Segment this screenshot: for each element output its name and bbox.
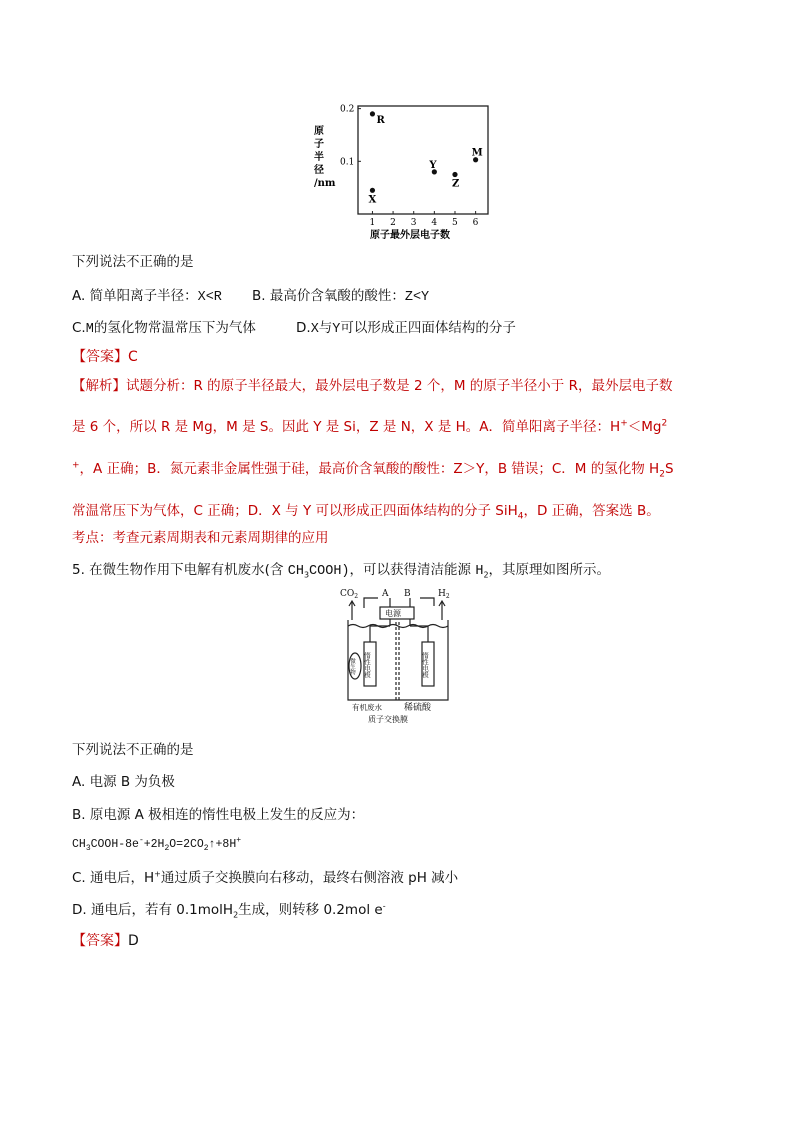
left-electrode-label: 惰性电极 — [363, 652, 371, 678]
analysis-line-3 — [72, 457, 674, 480]
q5-stem-a: 5. 在微生物作用下电解有机废水(含 — [72, 562, 288, 578]
sup-2: 2 — [661, 418, 668, 429]
analysis-line-4 — [72, 499, 660, 522]
kaodian: 考点：考查元素周期表和元素周期律的应用 — [72, 530, 329, 546]
y-axis-label-char: /nm — [314, 178, 336, 189]
analysis-text-4b: ，D 正确，答案选 B。 — [523, 503, 660, 519]
q4-option-a-text: A. 简单阳离子半径： — [72, 288, 198, 304]
q5-h: H — [475, 564, 484, 579]
point-label-m: M — [471, 147, 483, 159]
point-x — [370, 188, 375, 193]
x-axis-label: 原子最外层电子数 — [370, 230, 450, 241]
q5-option-d[interactable] — [72, 898, 386, 920]
q4-option-c-lead: C. — [72, 320, 86, 336]
analysis-text-1: 试题分析：R 的原子半径最大，最外层电子数是 2 个，M 的原子半径小于 R，最外层电子数 — [126, 378, 673, 394]
point-label-x: X — [368, 194, 377, 206]
y-axis-label-char: 原 — [314, 126, 324, 137]
x-tick-label: 6 — [472, 218, 479, 228]
sub-2: 2 — [659, 469, 665, 480]
q5-option-d-sup: - — [382, 901, 386, 911]
answer-label-2: 【答案】 — [72, 933, 128, 949]
q5-stem-2: 下列说法不正确的是 — [72, 742, 194, 758]
co2-label: $CO_2$ — [340, 589, 359, 600]
membrane-label: 质子交换膜 — [368, 715, 408, 724]
atomic-radius-chart — [300, 96, 510, 246]
q4-stem: 下列说法不正确的是 — [72, 254, 194, 270]
analysis-text-2a: 是 6 个，所以 R 是 Mg，M 是 S。因此 Y 是 Si，Z 是 N，X 是 H。A．简单阳离子半径：H — [72, 419, 621, 435]
x-tick-label: 2 — [390, 218, 396, 228]
eq-part-e: ↑+8H — [208, 837, 237, 851]
eq-sup-minus: - — [138, 836, 144, 845]
x-tick-label: 1 — [369, 218, 376, 228]
eq-sub-2: 2 — [164, 844, 170, 854]
x-tick-label: 5 — [451, 218, 458, 228]
right-solution-label: 稀硫酸 — [404, 703, 432, 713]
electrolysis-diagram — [338, 586, 456, 726]
point-label-z: Z — [451, 178, 460, 190]
analysis-text-4a: 常温常压下为气体，C 正确；D．X 与 Y 可以形成正四面体结构的分子 SiH — [72, 503, 518, 519]
y-axis-label-char: 半 — [314, 152, 324, 163]
q5-ch: CH — [287, 564, 304, 579]
answer-value-2: D — [128, 933, 139, 949]
q4-option-d[interactable] — [296, 316, 516, 337]
q4-option-d-y: Y — [332, 322, 341, 337]
eq-part-c: +2H — [143, 837, 165, 851]
q4-option-b[interactable] — [252, 284, 429, 305]
q5-option-a[interactable]: A. 电源 B 为负极 — [72, 774, 175, 790]
q4-option-d-x: X — [310, 322, 319, 337]
q4-option-d-lead: D. — [296, 320, 311, 336]
terminal-b-label: B — [404, 589, 411, 599]
eq-sub-2b: 2 — [203, 844, 209, 854]
sup-plus: + — [620, 418, 628, 429]
point-r — [370, 111, 375, 116]
q5-option-d-b: 生成，则转移 0.2mol e — [238, 902, 383, 918]
q4-option-c-symbol: M — [85, 322, 94, 337]
q4-answer — [72, 346, 138, 366]
q5-option-c-a: C. 通电后，H — [72, 870, 155, 886]
point-z — [452, 172, 457, 177]
q4-option-d-text: 可以形成正四面体结构的分子 — [340, 320, 516, 336]
microbe-label: 微生物 — [349, 658, 355, 675]
q4-option-a-math: X<R — [197, 290, 222, 305]
q5-stem-c: ，其原理如图所示。 — [488, 562, 611, 578]
analysis-text-2b: ＜Mg — [627, 419, 662, 435]
right-electrode-label: 惰性电极 — [421, 652, 429, 678]
h2-label: $H_2$ — [438, 589, 450, 600]
analysis-text-3-end: S — [664, 461, 674, 477]
q5-answer — [72, 930, 139, 950]
q4-option-b-math: Z<Y — [404, 290, 430, 305]
y-tick-label: 0.1 — [340, 157, 355, 168]
y-tick-label: 0.2 — [340, 104, 355, 115]
y-axis-label-char: 子 — [314, 139, 324, 150]
q5-sub3: 3 — [303, 570, 310, 580]
analysis-label: 【解析】 — [72, 378, 126, 394]
answer-value: C — [128, 349, 138, 365]
q5-option-b[interactable]: B. 原电源 A 极相连的惰性电极上发生的反应为： — [72, 807, 365, 823]
point-label-y: Y — [429, 159, 437, 171]
q4-option-a[interactable] — [72, 284, 222, 305]
q5-option-c-sup: + — [154, 869, 161, 879]
point-label-r: R — [376, 114, 385, 126]
q5-option-c-b: 通过质子交换膜向右移动，最终右侧溶液 pH 减小 — [160, 870, 459, 886]
q5-option-c[interactable] — [72, 866, 458, 886]
sub-4: 4 — [517, 511, 524, 522]
x-tick-label: 4 — [431, 218, 438, 228]
eq-sub-3: 3 — [85, 844, 91, 854]
answer-label: 【答案】 — [72, 349, 128, 365]
eq-sup-plus: + — [236, 836, 242, 845]
q5-sub2: 2 — [483, 570, 489, 580]
analysis-line-2 — [72, 415, 667, 435]
eq-part-b: COOH-8e — [90, 837, 139, 851]
q4-option-d-mid: 与 — [318, 320, 333, 336]
q5-stem-b: ，可以获得清洁能源 — [349, 562, 476, 578]
eq-part-a: CH — [72, 837, 86, 851]
y-axis-label-char: 径 — [314, 165, 324, 176]
q4-option-b-text: B. 最高价含氧酸的酸性： — [252, 288, 405, 304]
q5-option-d-sub: 2 — [233, 910, 239, 920]
analysis-line-1 — [72, 374, 672, 394]
q5-cooh: COOH) — [309, 564, 350, 579]
sup-plus-2: + — [72, 460, 80, 471]
x-tick-label: 3 — [410, 218, 417, 228]
q5-option-d-a: D. 通电后，若有 0.1molH — [72, 902, 234, 918]
analysis-text-3: ，A 正确；B．氮元素非金属性强于硅，最高价含氧酸的酸性：Z＞Y，B 错误；C．M 的氢化物 H — [79, 461, 660, 477]
q5-stem — [72, 558, 610, 580]
q5-equation — [72, 836, 241, 853]
eq-part-d: O=2CO — [169, 837, 204, 851]
left-solution-label: 有机废水 — [352, 703, 382, 712]
terminal-a-label: A — [382, 589, 389, 599]
q4-option-c[interactable] — [72, 316, 256, 337]
q4-option-c-text: 的氢化物常温常压下为气体 — [93, 320, 256, 336]
power-source-label: 电源 — [385, 609, 401, 618]
